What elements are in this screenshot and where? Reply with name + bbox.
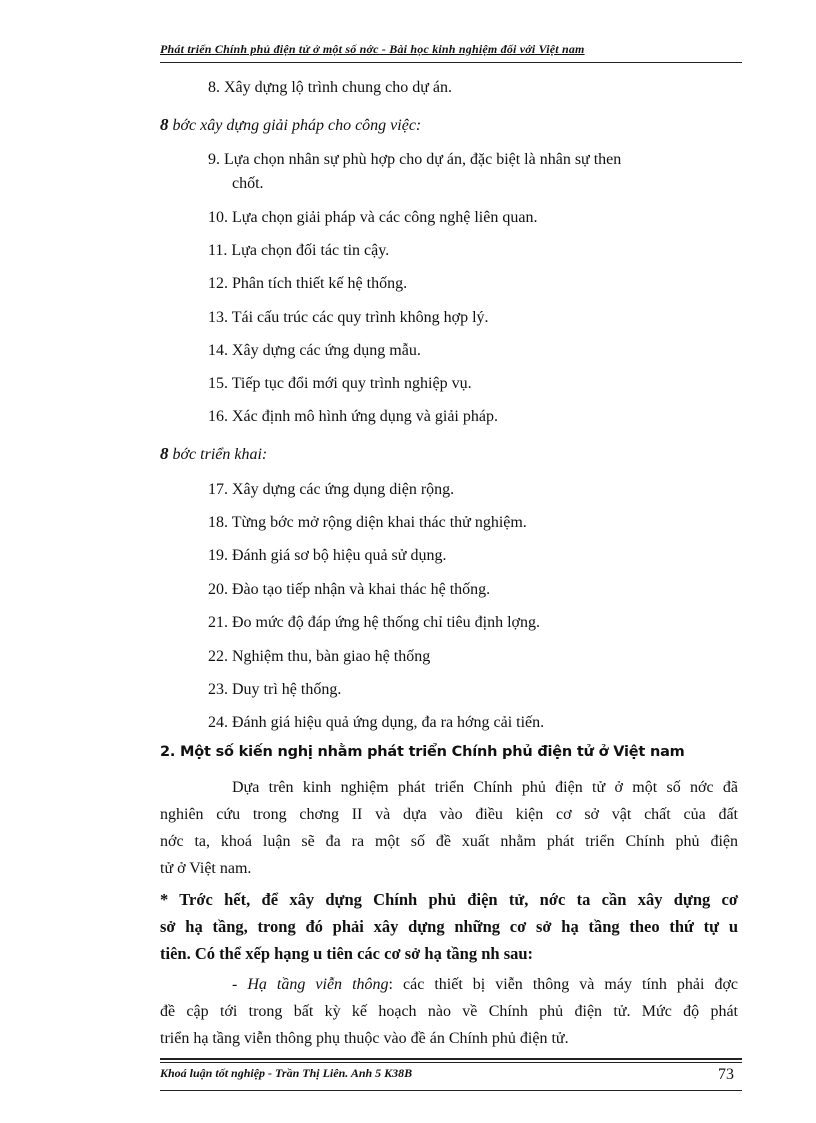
list-item: 13. Tái cấu trúc các quy trình không hợp lý. xyxy=(208,309,489,326)
list-item: 10. Lựa chọn giải pháp và các công nghệ liên quan. xyxy=(208,209,538,226)
page-number: 73 xyxy=(718,1066,734,1083)
list-item: 12. Phân tích thiết kế hệ thống. xyxy=(208,275,408,292)
paragraph-line: nghiên cứu trong chơng II và dựa vào điều kiện cơ sở vật chất của đất xyxy=(160,806,738,823)
step-heading xyxy=(160,442,267,467)
list-item: 20. Đào tạo tiếp nhận và khai thác hệ thống. xyxy=(208,581,491,598)
paragraph-line: tử ở Việt nam. xyxy=(160,860,252,877)
list-item xyxy=(208,148,748,196)
footer-rule xyxy=(160,1062,742,1063)
section-heading: 2. Một số kiến nghị nhằm phát triển Chính phủ điện tử ở Việt nam xyxy=(160,744,685,760)
step-label: bớc triển khai: xyxy=(168,446,268,463)
header-rule xyxy=(160,62,742,63)
paragraph-line xyxy=(160,971,738,998)
paragraph-line: Dựa trên kinh nghiệm phát triển Chính phủ điện tử ở một số nớc đã xyxy=(232,779,738,796)
list-item-line: 9. Lựa chọn nhân sự phù hợp cho dự án, đặc biệt là nhân sự then xyxy=(208,151,622,168)
footer-author: Khoá luận tốt nghiệp - Trần Thị Liên. Anh 5 K38B xyxy=(160,1066,413,1080)
infrastructure-priority-paragraph xyxy=(160,886,738,967)
list-item: 21. Đo mức độ đáp ứng hệ thống chỉ tiêu định lợng. xyxy=(208,614,540,631)
list-item-continuation: chốt. xyxy=(232,175,264,192)
footer-rule xyxy=(160,1058,742,1060)
term-description: : các thiết bị viễn thông và máy tính phải đợc xyxy=(388,976,739,993)
list-item: 19. Đánh giá sơ bộ hiệu quả sử dụng. xyxy=(208,547,447,564)
term-telecom: Hạ tầng viễn thông xyxy=(247,976,389,993)
paragraph-line: tiên. Có thể xếp hạng u tiên các cơ sở hạ tầng nh sau: xyxy=(160,944,534,963)
paragraph-line: sở hạ tầng, trong đó phải xây dựng những cơ sở hạ tầng theo thứ tự u xyxy=(160,917,738,936)
list-item: 23. Duy trì hệ thống. xyxy=(208,681,342,698)
list-item: 18. Từng bớc mở rộng diện khai thác thử nghiệm. xyxy=(208,514,527,531)
step-number: 8 xyxy=(160,444,169,463)
paragraph-line: triển hạ tầng viễn thông phụ thuộc vào đề án Chính phủ điện tử. xyxy=(160,1030,569,1047)
list-item: 22. Nghiệm thu, bàn giao hệ thống xyxy=(208,648,431,665)
list-item: 17. Xây dựng các ứng dụng diện rộng. xyxy=(208,481,455,498)
list-item: 24. Đánh giá hiệu quả ứng dụng, đa ra hớng cải tiến. xyxy=(208,714,545,731)
step-label: bớc xây dựng giải pháp cho công việc: xyxy=(168,117,422,134)
list-item: 8. Xây dựng lộ trình chung cho dự án. xyxy=(208,79,452,96)
dash: - xyxy=(232,976,248,993)
running-header: Phát triển Chính phủ điện tử ở một số nớc - Bài học kinh nghiệm đối với Việt nam xyxy=(160,42,585,56)
paragraph-line: đề cập tới trong bất kỳ kế hoạch nào về Chính phủ điện tử. Mức độ phát xyxy=(160,1003,738,1020)
list-item: 11. Lựa chọn đối tác tin cậy. xyxy=(208,242,390,259)
paragraph-line: nớc ta, khoá luận sẽ đa ra một số đề xuất nhằm phát triển Chính phủ điện xyxy=(160,833,738,850)
paragraph-line: * Trớc hết, để xây dựng Chính phủ điện tử, nớc ta cần xây dựng cơ xyxy=(160,890,738,909)
intro-paragraph xyxy=(160,774,738,882)
step-number: 8 xyxy=(160,115,169,134)
step-heading xyxy=(160,113,421,138)
list-item: 15. Tiếp tục đổi mới quy trình nghiệp vụ. xyxy=(208,375,472,392)
list-item: 16. Xác định mô hình ứng dụng và giải pháp. xyxy=(208,408,498,425)
list-item: 14. Xây dựng các ứng dụng mẫu. xyxy=(208,342,421,359)
footer-rule xyxy=(160,1090,742,1091)
telecom-infrastructure-paragraph xyxy=(160,971,738,1052)
